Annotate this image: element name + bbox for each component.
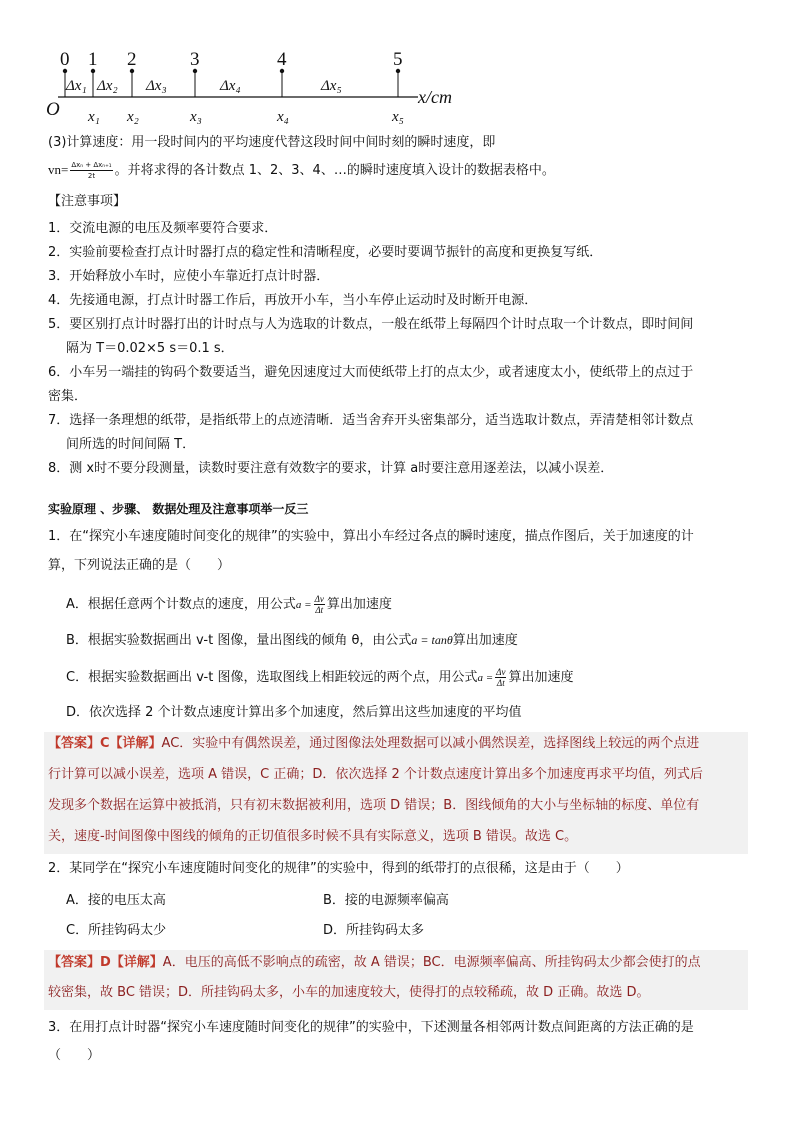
position-label-2: x₂	[127, 109, 139, 125]
step3-line2	[48, 160, 555, 181]
q1-answer-line3: 发现多个数据在运算中被抵消，只有初末数据被利用，选项 D 错误；B．图线倾角的大小与坐标轴的标度、单位有	[48, 798, 700, 813]
step3-line1: (3)计算速度：用一段时间内的平均速度代替这段时间中间时刻的瞬时速度，即	[48, 135, 496, 150]
q1-answer-text-1: AC．实验中有偶然误差，通过图像法处理数据可以减小偶然误差，选择图线上较远的两个点进	[161, 736, 700, 751]
q1-option-c-formula: a =	[477, 672, 494, 684]
note-item-1: 1．交流电源的电压及频率要符合要求．	[48, 221, 278, 236]
vn-label: vn=	[48, 162, 69, 177]
q2-option-a: A．接的电压太高	[66, 893, 166, 908]
notes-title: 【注意事项】	[48, 194, 127, 209]
interval-label-3: Δx₃	[146, 78, 167, 94]
note-item-5-cont: 隔为 T＝0.02×5 s＝0.1 s．	[66, 341, 234, 356]
note-item-8: 8．测 x时不要分段测量，读数时要注意有效数字的要求，计算 a时要注意用逐差法，以减小误差．	[48, 461, 614, 476]
q1-option-c-num: Δv	[496, 667, 506, 677]
position-label-1: x₁	[88, 109, 100, 125]
velocity-fraction-den: 2t	[87, 172, 96, 180]
q1-answer-label: 【答案】C【详解】	[48, 736, 162, 751]
note-item-6: 6．小车另一端挂的钩码个数要适当，避免因速度过大而使纸带上打的点太少，或者速度太小，使纸带上的点过于	[48, 365, 694, 380]
q1-stem-line1: 1．在“探究小车速度随时间变化的规律”的实验中，算出小车经过各点的瞬时速度，描点作图后，关于加速度的计	[48, 529, 694, 544]
q1-option-a-fraction	[314, 594, 325, 615]
velocity-fraction	[70, 160, 112, 181]
q2-answer-box	[44, 950, 748, 1010]
q1-option-a-num: Δv	[314, 594, 324, 604]
section-title: 实验原理 、步骤、 数据处理及注意事项举一反三	[48, 502, 309, 516]
interval-label-4: Δx₄	[220, 78, 241, 94]
q2-answer-text-1: A．电压的高低不影响点的疏密，故 A 错误；BC．电源频率偏高、所挂钩码太少都会使打的点	[162, 955, 701, 970]
q1-option-a-formula: a =	[295, 599, 312, 611]
q3-stem-line1: 3．在用打点计时器“探究小车速度随时间变化的规律”的实验中，下述测量各相邻两计数点间距离的方法正确的是	[48, 1020, 694, 1035]
q1-option-a	[66, 594, 392, 615]
q1-option-b-formula: a = tanθ	[411, 633, 453, 647]
q2-option-d: D．所挂钩码太多	[323, 923, 425, 938]
interval-label-1: Δx₁	[66, 78, 87, 94]
q2-option-c: C．所挂钩码太少	[66, 923, 167, 938]
q1-option-c-den: Δt	[496, 678, 505, 688]
q2-answer-line1	[48, 954, 701, 972]
note-item-2: 2．实验前要检查打点计时器打点的稳定性和清晰程度，必要时要调节振针的高度和更换复写纸．	[48, 245, 603, 260]
note-item-7-cont: 间所选的时间间隔 T．	[66, 437, 196, 452]
note-item-7: 7．选择一条理想的纸带，是指纸带上的点迹清晰．适当舍弃开头密集部分，适当选取计数点，弄清楚相邻计数点	[48, 413, 694, 428]
q1-option-b	[66, 631, 518, 650]
step3-line2-rest: 。并将求得的各计数点 1、2、3、4、…的瞬时速度填入设计的数据表格中。	[114, 163, 555, 178]
q3-stem-line2: （ ）	[48, 1048, 101, 1063]
q1-option-a-end: 算出加速度	[326, 597, 392, 612]
q1-option-c-end: 算出加速度	[508, 670, 574, 685]
q2-stem: 2．某同学在“探究小车速度随时间变化的规律”的实验中，得到的纸带打的点很稀，这是由于（ ）	[48, 861, 629, 876]
q1-stem-line2: 算，下列说法正确的是（ ）	[48, 558, 231, 573]
note-item-3: 3．开始释放小车时，应使小车靠近打点计时器．	[48, 269, 330, 284]
q1-answer-line4: 关，速度-时间图像中图线的倾角的正切值很多时候不具有实际意义，选项 B 错误。故选 C。	[48, 829, 578, 844]
q1-option-b-end: 算出加速度	[452, 633, 518, 648]
axis-label: x/cm	[418, 87, 452, 107]
note-item-5: 5．要区别打点计时器打出的计时点与人为选取的计数点，一般在纸带上每隔四个计时点取一个计数点，即时间间	[48, 317, 694, 332]
q2-answer-label: 【答案】D【详解】	[48, 955, 163, 970]
q1-answer-line2: 行计算可以减小误差，选项 A 错误，C 正确；D．依次选择 2 个计数点速度计算出多个加速度再求平均值，列式后	[48, 767, 703, 782]
q1-option-c	[66, 667, 573, 688]
interval-label-2: Δx₂	[97, 78, 118, 94]
q1-option-d: D．依次选择 2 个计数点速度计算出多个加速度，然后算出这些加速度的平均值	[66, 705, 522, 720]
position-label-3: x₃	[190, 109, 202, 125]
q2-option-b: B．接的电源频率偏高	[323, 893, 449, 908]
q1-answer-box	[44, 732, 748, 854]
q1-option-b-text: B．根据实验数据画出 v-t 图像，量出图线的倾角 θ，由公式	[66, 633, 412, 648]
note-item-6-cont: 密集．	[48, 389, 88, 404]
point-label-5: 5	[393, 49, 403, 70]
q2-answer-line2: 较密集，故 BC 错误；D．所挂钩码太多，小车的加速度较大，使得打的点较稀疏，故 D 正确。故选 D。	[48, 985, 650, 1000]
interval-label-5: Δx₅	[321, 78, 342, 94]
tape-diagram	[40, 45, 470, 125]
position-label-5: x₅	[392, 109, 404, 125]
point-label-0: 0	[60, 49, 70, 70]
position-label-4: x₄	[277, 109, 289, 125]
velocity-fraction-num: Δxₙ + Δxₙ₊₁	[71, 161, 112, 169]
point-label-1: 1	[88, 49, 98, 70]
origin-label: O	[46, 99, 60, 120]
q1-option-a-text: A．根据任意两个计数点的速度，用公式	[66, 597, 296, 612]
q1-answer-line1	[48, 735, 699, 753]
point-label-3: 3	[190, 49, 200, 70]
q1-option-c-text: C．根据实验数据画出 v-t 图像，选取图线上相距较远的两个点，用公式	[66, 670, 478, 685]
point-label-4: 4	[277, 49, 287, 70]
note-item-4: 4．先接通电源，打点计时器工作后，再放开小车，当小车停止运动时及时断开电源．	[48, 293, 538, 308]
point-label-2: 2	[127, 49, 137, 70]
q1-option-a-den: Δt	[315, 605, 324, 615]
q1-option-c-fraction	[495, 667, 506, 688]
